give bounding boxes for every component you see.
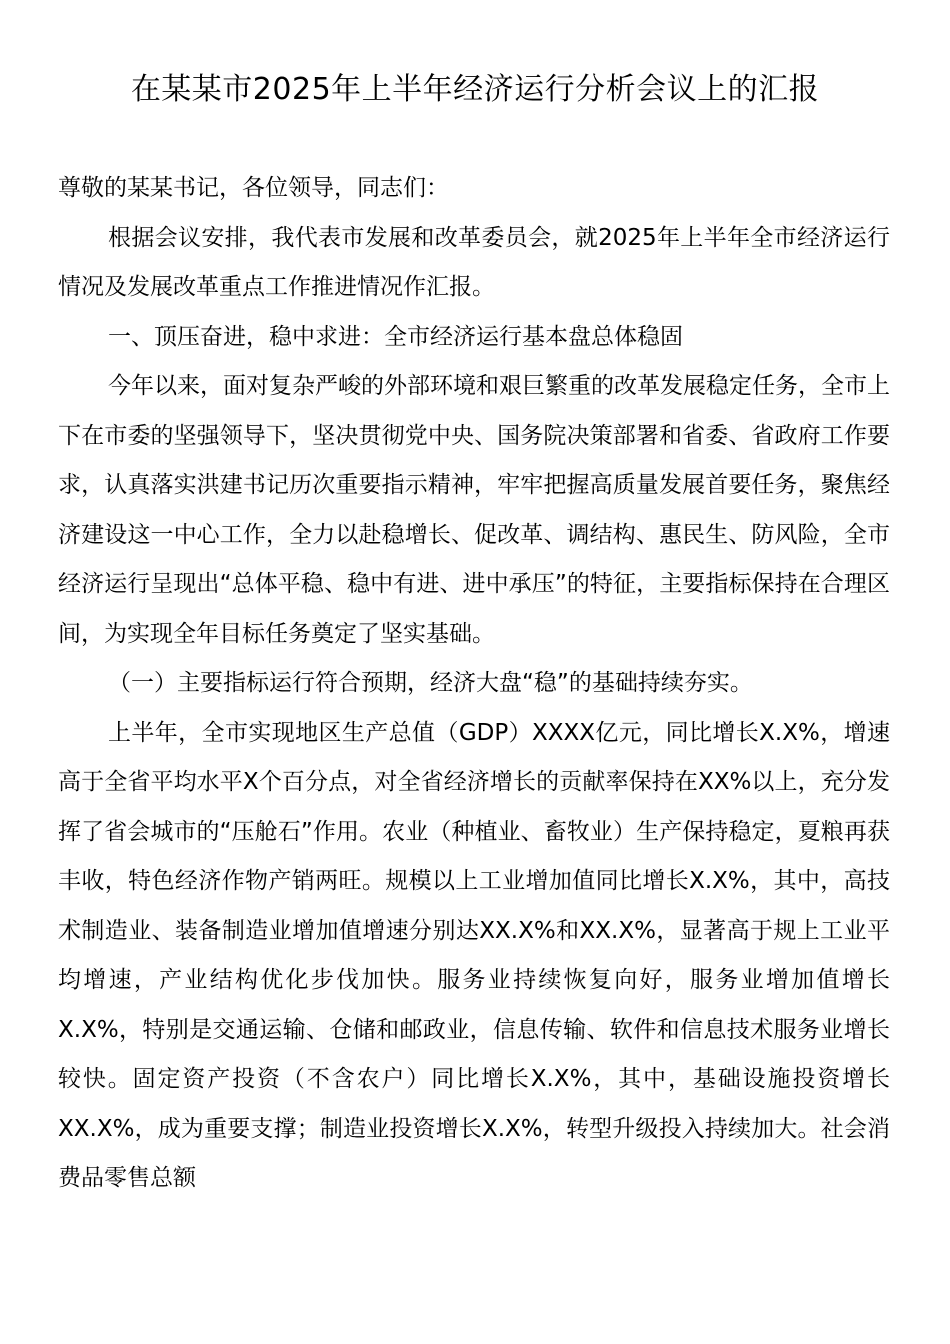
subsection-one-paragraph: 上半年，全市实现地区生产总值（GDP）XXXX亿元，同比增长X.X%，增速高于全省平均水平X个百分点，对全省经济增长的贡献率保持在XX%以上，充分发挥了省会城市的“压舱石”作用。农业（种植业、畜牧业）生产保持稳定，夏粮再获丰收，特色经济作物产销两旺。规模以上工业增加值同比增长X.X%，其中，高技术制造业、装备制造业增加值增速分别达XX.X%和XX.X%，显著高于规上工业平均增速，产业结构优化步伐加快。服务业持续恢复向好，服务业增加值增长X.X%，特别是交通运输、仓储和邮政业，信息传输、软件和信息技术服务业增长较快。固定资产投资（不含农户）同比增长X.X%，其中，基础设施投资增长XX.X%，成为重要支撑；制造业投资增长X.X%，转型升级投入持续加大。社会消费品零售总额	[58, 719, 890, 1191]
section-one-paragraph: 今年以来，面对复杂严峻的外部环境和艰巨繁重的改革发展稳定任务，全市上下在市委的坚强领导下，坚决贯彻党中央、国务院决策部署和省委、省政府工作要求，认真落实洪建书记历次重要指示精神，牢牢把握高质量发展首要任务，聚焦经济建设这一中心工作，全力以赴稳增长、促改革、调结构、惠民生、防风险，全市经济运行呈现出“总体平稳、稳中有进、进中承压”的特征，主要指标保持在合理区间，为实现全年目标任务奠定了坚实基础。	[58, 373, 890, 647]
salutation: 尊敬的某某书记，各位领导，同志们：	[58, 175, 449, 201]
document-body	[58, 164, 890, 1204]
intro-paragraph: 根据会议安排，我代表市发展和改革委员会，就2025年上半年全市经济运行情况及发展改革重点工作推进情况作汇报。	[58, 224, 890, 300]
subsection-one-heading: （一）主要指标运行符合预期，经济大盘“稳”的基础持续夯实。	[108, 670, 753, 696]
section-one-heading: 一、顶压奋进，稳中求进：全市经济运行基本盘总体稳固	[108, 323, 683, 350]
document-title: 在某某市2025年上半年经济运行分析会议上的汇报	[130, 72, 820, 107]
